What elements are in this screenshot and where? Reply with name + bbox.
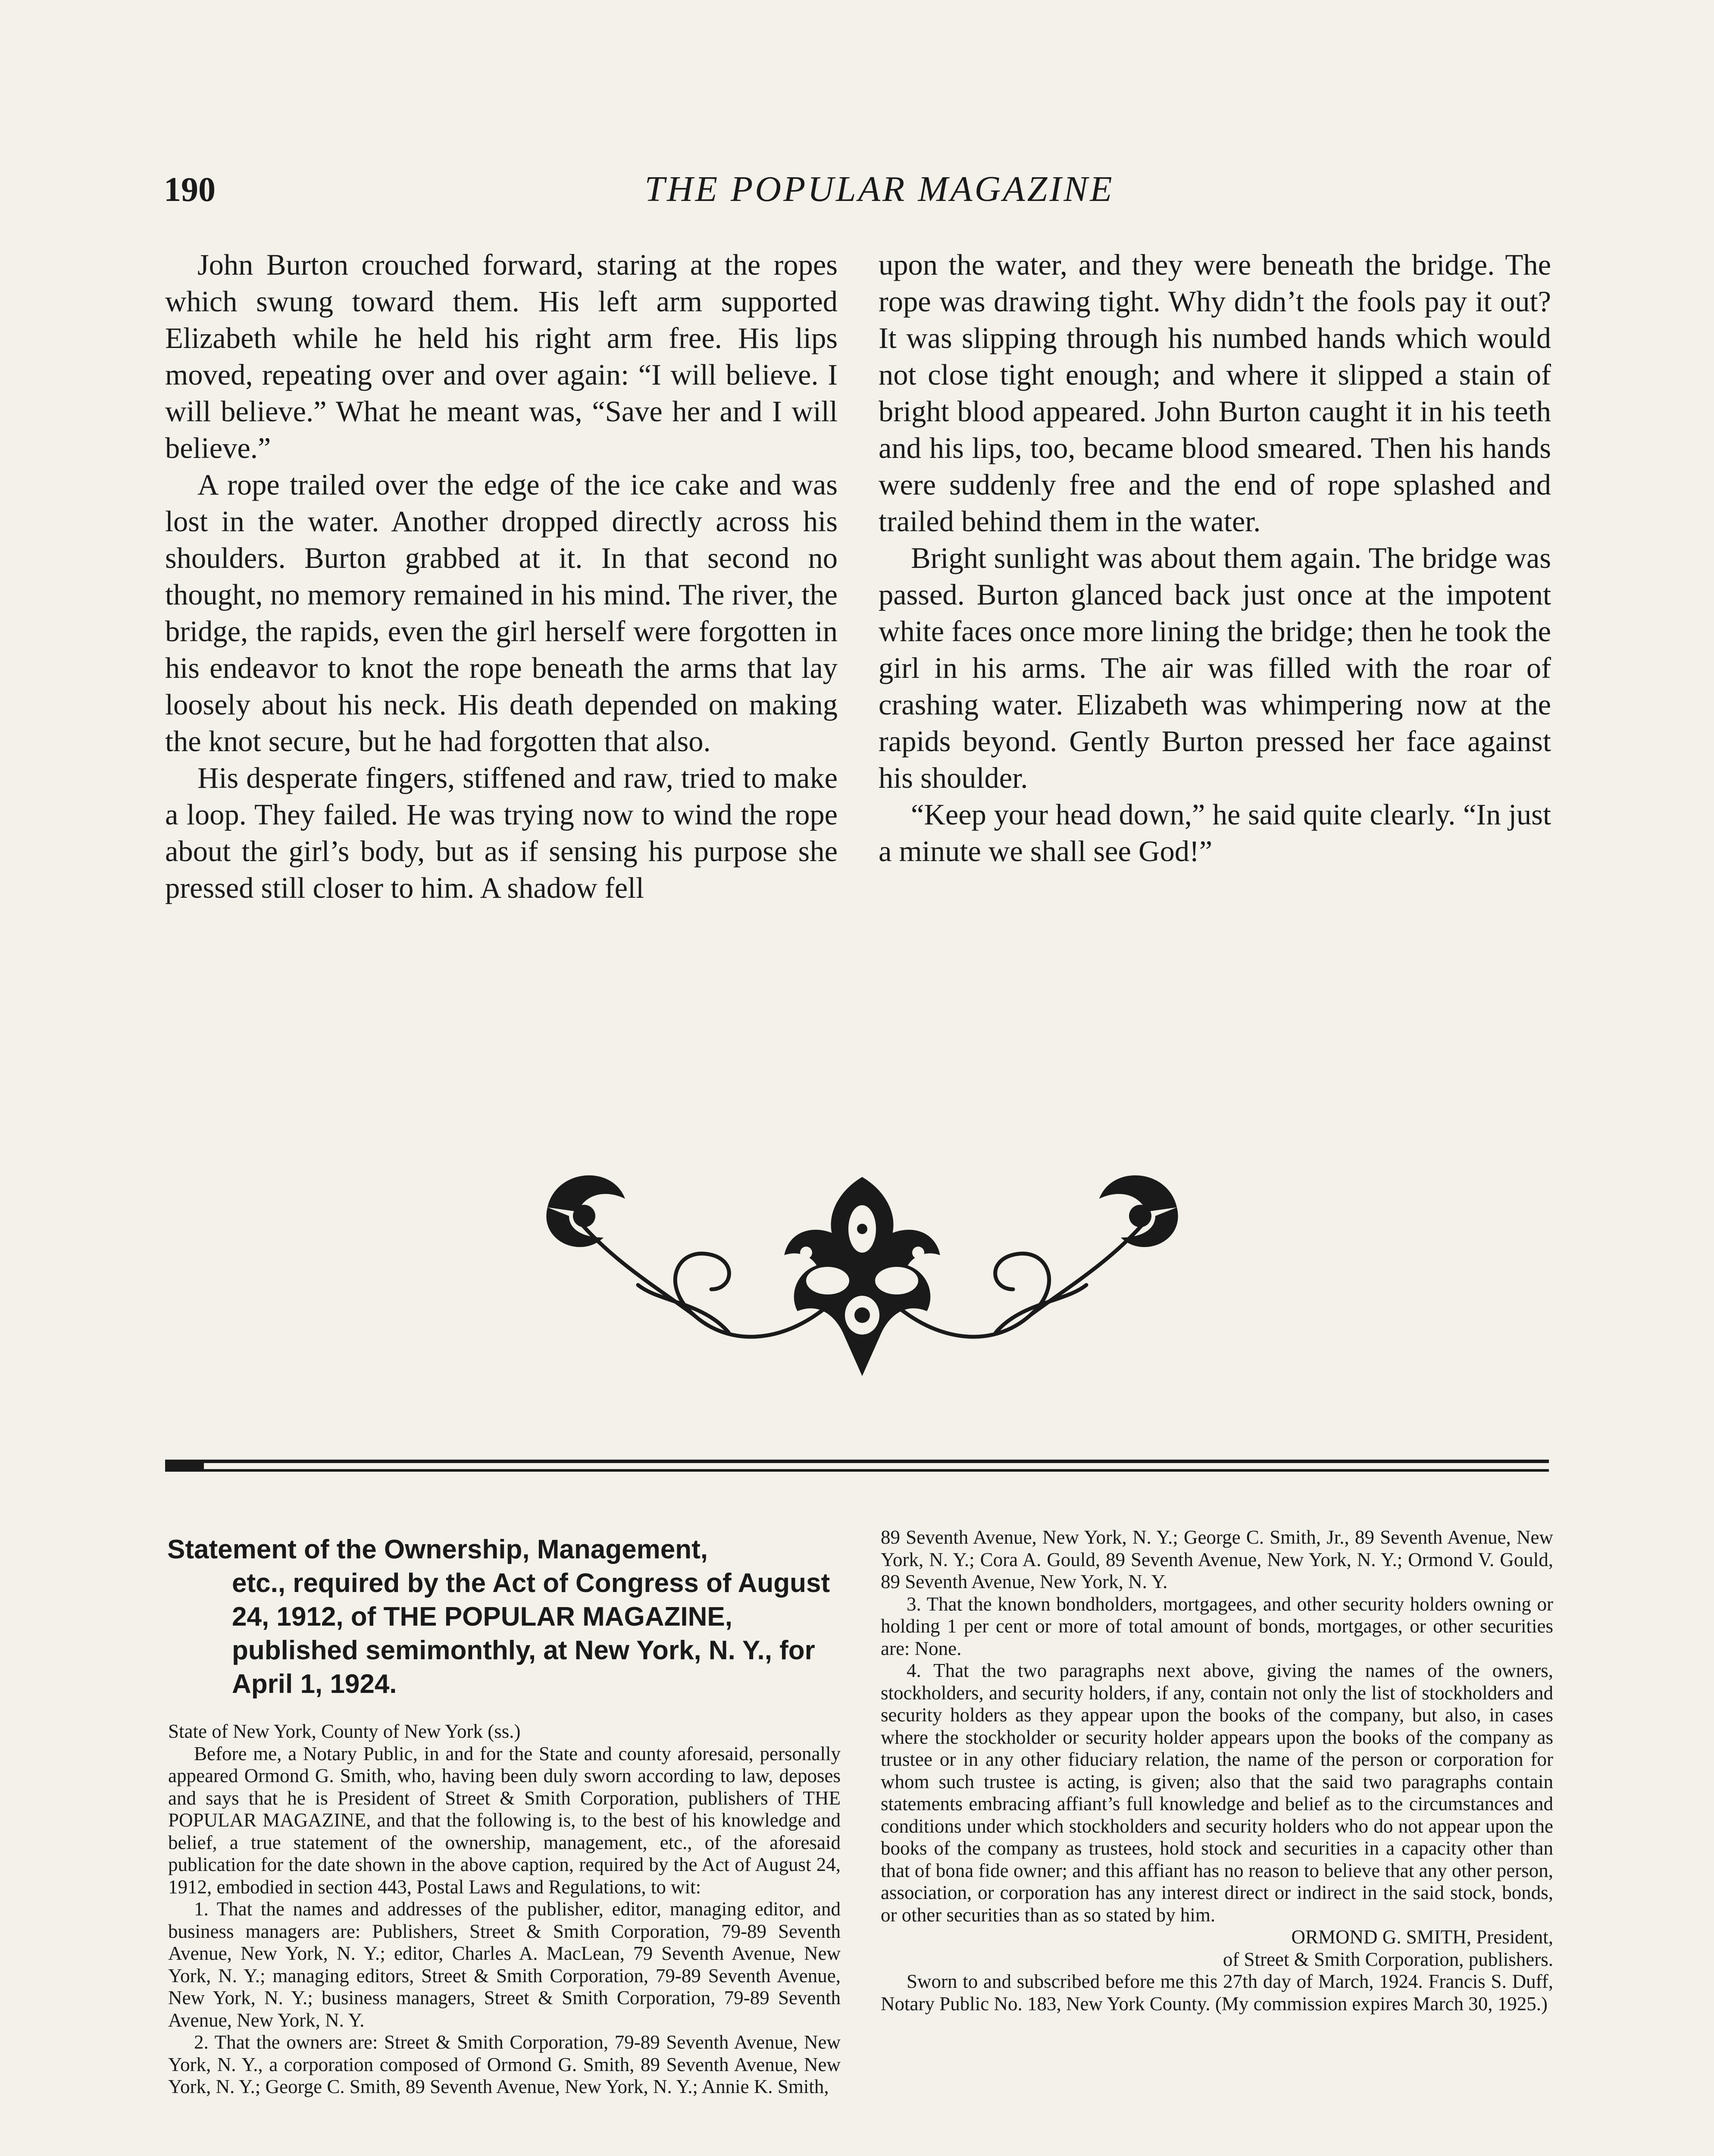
story-paragraph: “Keep your head down,” he said quite clearly. “In just a minute we shall see God!” (879, 798, 1551, 868)
decorative-ornament (530, 1160, 1194, 1384)
statement-column-left (168, 1720, 841, 2098)
statement-heading-first-line: Statement of the Ownership, Management, (167, 1535, 708, 1564)
signature-block (881, 1926, 1553, 1971)
statement-intro: Before me, a Notary Public, in and for the State and county aforesaid, personally appeared Ormond G. Smith, who, having been duly sworn according to law, deposes and says that he is President of Street & Smith Corporation, publishers of THE POPULAR MAGAZINE, and that the following is, to the best of his knowledge and belief, a true statement of the ownership, management, etc., of the aforesaid publication for the date shown in the above caption, required by the Act of August 24, 1912, embodied in section 443, Postal Laws and Regulations, to wit: (168, 1742, 841, 1898)
statement-item-3: 3. That the known bondholders, mortgagees, and other security holders owning or holding 1 per cent or more of total amount of bonds, mortgages, or other securities are: None. (881, 1593, 1553, 1659)
statement-heading (167, 1533, 840, 1701)
story-column-left (165, 247, 838, 906)
story-paragraph: John Burton crouched forward, staring at the ropes which swung toward them. His left arm supported Elizabeth while he held his right arm free. His lips moved, repeating over and over again: “I will believe. I will believe.” What he meant was, “Save her and I will believe.” (165, 248, 838, 464)
divider-rule-top (165, 1460, 1549, 1463)
divider-tick (165, 1463, 204, 1469)
statement-heading-rest: etc., required by the Act of Congress of August 24, 1912, of THE POPULAR MAGAZINE, published semimonthly, at New York, N. Y., for April 1, 1924. (232, 1568, 830, 1699)
story-paragraph: Bright sunlight was about them again. The bridge was passed. Burton glanced back just once at the impotent white faces once more lining the bridge; then he took the girl in his arms. The air was filled with the roar of crashing water. Elizabeth was whimpering now at the rapids beyond. Gently Burton pressed her face against his shoulder. (879, 542, 1551, 794)
statement-venue: State of New York, County of New York (ss.) (168, 1720, 521, 1742)
section-divider (165, 1460, 1549, 1475)
statement-item-2-continued: 89 Seventh Avenue, New York, N. Y.; George C. Smith, Jr., 89 Seventh Avenue, New York, N. Y.; Cora A. Gould, 89 Seventh Avenue, New York, N. Y.; Ormond V. Gould, 89 Seventh Avenue, New York, N. Y. (881, 1526, 1553, 1592)
statement-item-4: 4. That the two paragraphs next above, giving the names of the owners, stockholders, and security holders, if any, contain not only the list of stockholders and security holders as they appear upon the books of the company, but also, in cases where the stockholder or security holder appears upon the books of the company as trustee or in any other fiduciary relation, the name of the person or corporation for whom such trustee is acting, is given; also that the said two paragraphs contain statements embracing affiant’s full knowledge and belief as to the circumstances and conditions under which stockholders and security holders who do not appear upon the books of the company as trustees, hold stock and securities in a capacity other than that of bona fide owner; and this affiant has no reason to believe that any other person, association, or corporation has any interest direct or indirect in the said stock, bonds, or other securities than as so stated by him. (881, 1660, 1553, 1926)
story-column-right (879, 247, 1551, 870)
signature-company: of Street & Smith Corporation, publishers. (1223, 1948, 1553, 1970)
signature-name: ORMOND G. SMITH, President, (1291, 1926, 1553, 1948)
story-paragraph: His desperate fingers, stiffened and raw, tried to make a loop. They failed. He was trying now to wind the rope about the girl’s body, but as if sensing his purpose she pressed still closer to him. A shadow fell (165, 761, 838, 904)
notary-statement: Sworn to and subscribed before me this 27th day of March, 1924. Francis S. Duff, Notary Public No. 183, New York County. (My commission expires March 30, 1925.) (881, 1971, 1553, 2015)
statement-column-right (881, 1526, 1553, 2015)
divider-rule-bottom (165, 1469, 1549, 1472)
story-paragraph: A rope trailed over the edge of the ice cake and was lost in the water. Another dropped directly across his shoulders. Burton grabbed at it. In that second no thought, no memory remained in his mind. The river, the bridge, the rapids, even the girl herself were forgotten in his endeavor to knot the rope beneath the arms that lay loosely about his neck. His death depended on making the knot secure, but he had forgotten that also. (165, 468, 838, 758)
statement-item-1: 1. That the names and addresses of the publisher, editor, managing editor, and business managers are: Publishers, Street & Smith Corporation, 79-89 Seventh Avenue, New York, N. Y.; editor, Charles A. MacLean, 79 Seventh Avenue, New York, N. Y.; managing editors, Street & Smith Corporation, 79-89 Seventh Avenue, New York, N. Y.; business managers, Street & Smith Corporation, 79-89 Seventh Avenue, New York, N. Y. (168, 1898, 841, 2031)
story-paragraph-continued: upon the water, and they were beneath the bridge. The rope was drawing tight. Why didn’t the fools pay it out? It was slipping through his numbed hands which would not close tight enough; and where it slipped a stain of bright blood appeared. John Burton caught it in his teeth and his lips, too, became blood smeared. Then his hands were suddenly free and the end of rope splashed and trailed behind them in the water. (879, 248, 1551, 538)
statement-item-2: 2. That the owners are: Street & Smith Corporation, 79-89 Seventh Avenue, New York, N. Y., a corporation composed of Ormond G. Smith, 89 Seventh Avenue, New York, N. Y.; George C. Smith, 89 Seventh Avenue, New York, N. Y.; Annie K. Smith, (168, 2031, 841, 2097)
page-number: 190 (164, 171, 216, 209)
running-title: THE POPULAR MAGAZINE (644, 169, 1114, 209)
